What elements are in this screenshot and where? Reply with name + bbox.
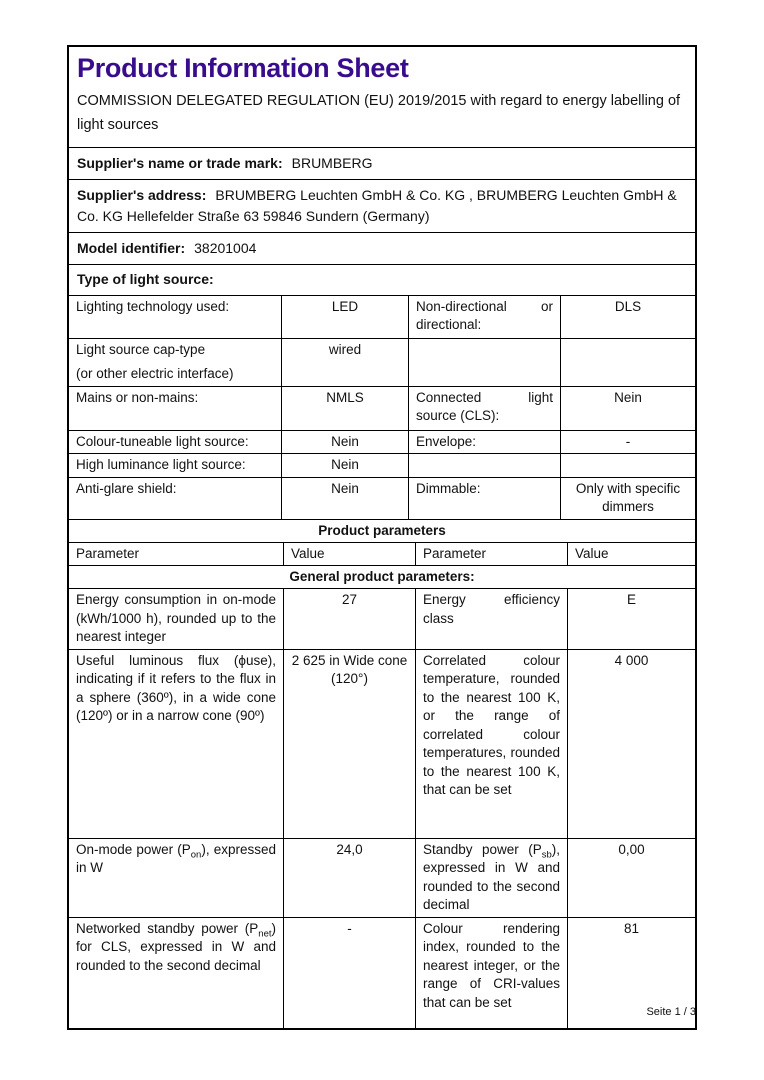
param-value-cell: - [283,918,415,1028]
param-value-cell: DLS [560,296,695,338]
table-row [69,453,695,477]
param-value-cell: Nein [281,454,408,477]
table-row [69,838,695,917]
param-label-cell: Standby power $(P_{sb})$, expressed in W and rounded to the second decimal [415,839,567,917]
regulation-subtitle: COMMISSION DELEGATED REGULATION (EU) 2019/2015 with regard to energy labelling of light sources [77,93,681,133]
model-identifier-value: 38201004 [194,240,257,257]
param-label-cell [408,454,560,477]
param-value-cell: 24,0 [283,839,415,917]
table-row [69,295,695,338]
param-value-cell [560,339,695,386]
param-label-cell: Energy efficiency class [415,589,567,649]
param-label-cell: Colour rendering index, rounded to the nearest integer, or the range of CRI-values that can be set [415,918,567,1028]
param-value-cell: - [560,431,695,454]
page-title: Product Information Sheet [77,53,409,83]
param-label-cell: Colour-tuneable light source: [76,433,249,449]
param-label-cell: Mains or non-mains: [76,389,199,405]
param-label-cell: Correlated colour temperature, rounded to the nearest 100 K, or the range of correlated colour temperatures, rounded to the nearest 100 K, that can be set [415,650,567,838]
column-header: Parameter [415,543,567,566]
table-row [69,386,695,430]
page-number: Seite 1 / 3 [646,1006,696,1018]
param-label-cell: On-mode power $(P_{on})$, expressed in W [76,841,276,876]
param-label-cell: Useful luminous flux (ϕuse), indicating if it refers to the flux in a sphere (360º), in a wide cone (120º) or in a narrow cone (90º) [76,652,276,724]
type-of-light-source-heading: Type of light source: [69,264,695,295]
model-identifier-label: Model identifier: [77,240,186,257]
table-row [69,649,695,838]
param-value-cell: Nein [281,478,408,519]
param-label-cell: Non-directional or directional: [408,296,560,338]
param-label-cell: Anti-glare shield: [76,480,177,496]
param-value-cell: 0,00 [567,839,695,917]
param-value-cell: Only with specific dimmers [560,478,695,519]
supplier-name-row [69,147,695,179]
title-block [69,47,695,147]
param-label-cell: High luminance light source: [76,457,246,473]
product-parameters-heading: Product parameters [69,519,695,542]
param-value-cell: E [567,589,695,649]
supplier-name-label: Supplier's name or trade mark: [77,155,283,172]
column-header: Value [567,543,695,566]
param-label-cell: Dimmable: [408,478,560,519]
param-label-cell: Networked standby power $(P_{net})$ for CLS, expressed in W and rounded to the second decimal [76,920,276,973]
param-label-cell: Connected light source (CLS): [408,387,560,430]
supplier-name-value: BRUMBERG [291,155,373,172]
column-header: Parameter [76,545,140,561]
param-label-cell: Energy consumption in on-mode (kWh/1000 h), rounded up to the nearest integer [76,592,276,645]
param-label-cell [408,339,560,386]
supplier-address-value: BRUMBERG Leuchten GmbH & Co. KG , BRUMBERG Leuchten GmbH & Co. KG Hellefelder Straße 63 59846 Sundern (Germany) [77,187,677,225]
param-value-cell: NMLS [281,387,408,430]
param-value-cell: 4 000 [567,650,695,838]
param-value-cell: 2 625 in Wide cone (120°) [283,650,415,838]
model-identifier-row [69,232,695,264]
supplier-address-label: Supplier's address: [77,187,207,204]
param-label-cell: Lighting technology used: [76,298,230,314]
table-header-row [69,542,695,566]
param-label-cell [69,339,281,386]
param-label-cell: Envelope: [408,431,560,454]
param-value-cell [560,454,695,477]
param-label-line2: (or other electric interface) [76,366,234,382]
param-value-cell: LED [281,296,408,338]
param-value-cell: 81 [567,918,695,1028]
column-header: Value [283,543,415,566]
table-row [69,477,695,519]
table-row [69,338,695,386]
table-row [69,430,695,454]
table-row [69,588,695,649]
param-label-line1: Light source cap-type [76,341,206,357]
param-value-cell: wired [281,339,408,386]
param-value-cell: Nein [281,431,408,454]
table-row [69,917,695,1028]
product-information-sheet [67,45,697,1030]
param-value-cell: 27 [283,589,415,649]
general-product-parameters-heading: General product parameters: [69,565,695,588]
supplier-address-row [69,179,695,232]
param-value-cell: Nein [560,387,695,430]
